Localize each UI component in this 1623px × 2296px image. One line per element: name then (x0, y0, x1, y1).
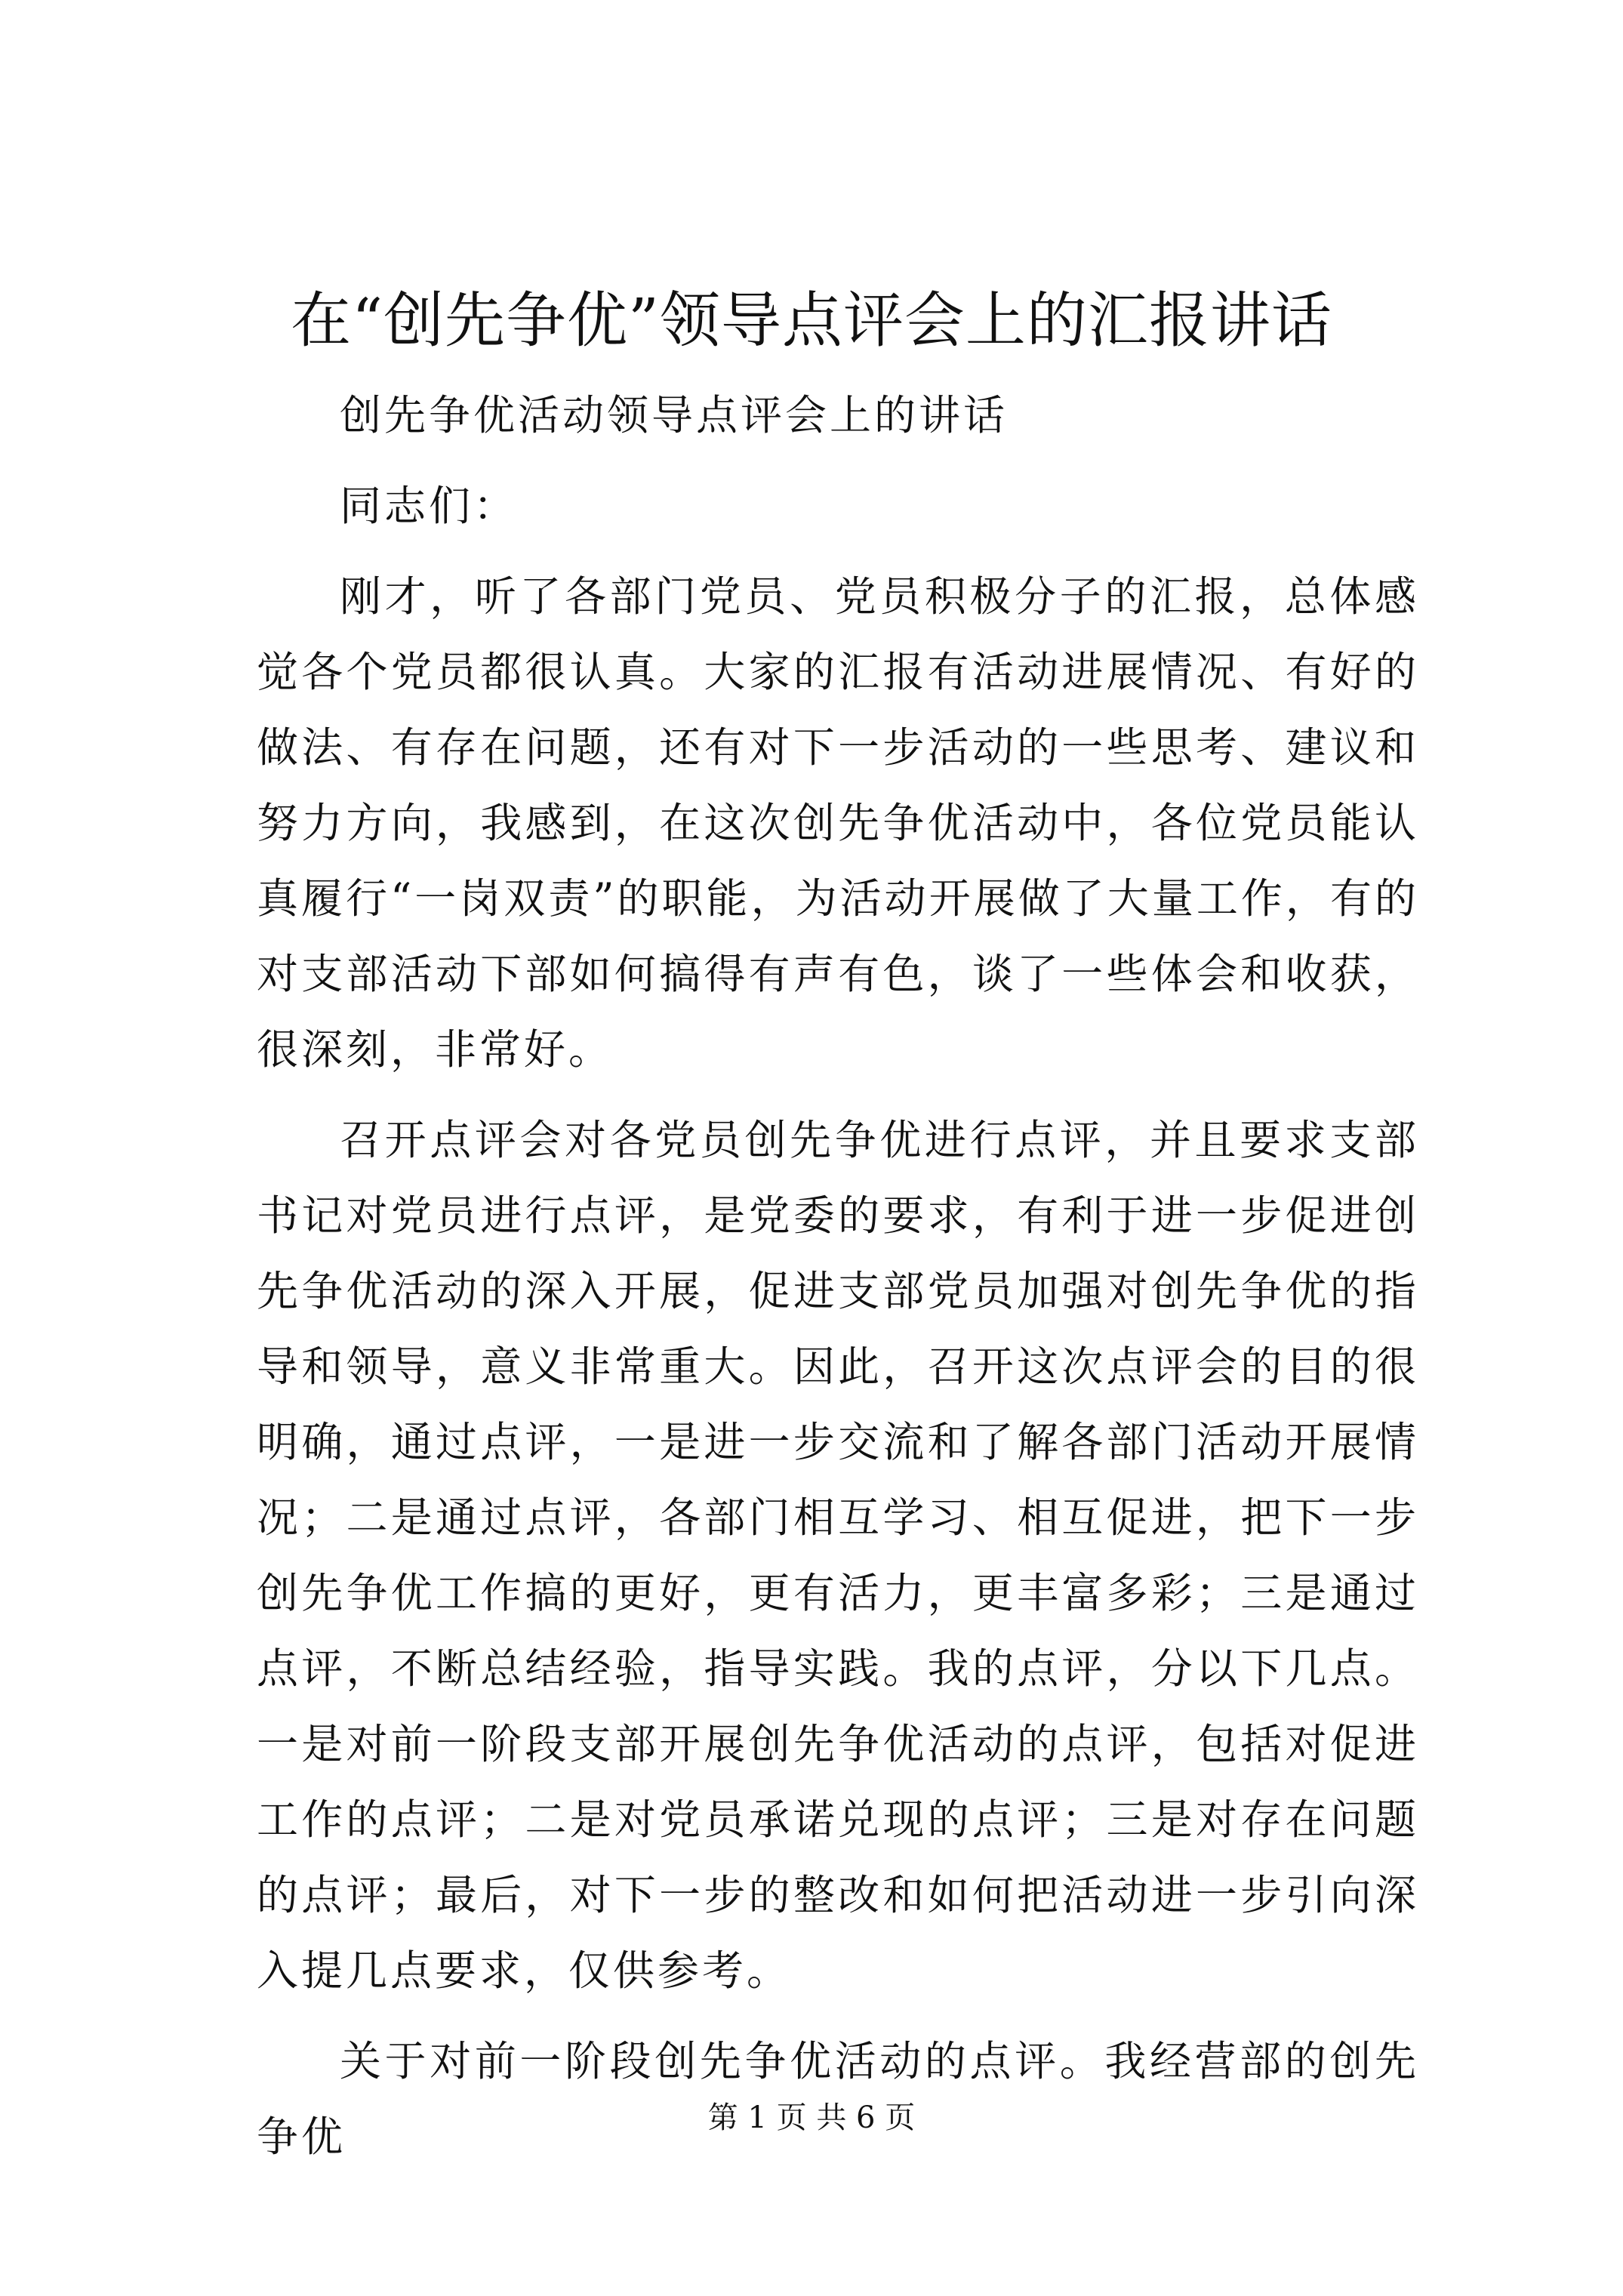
salutation-paragraph: 同志们： (340, 482, 519, 530)
page-number-footer: 第 1 页 共 6 页 (707, 2100, 916, 2135)
body-paragraph: 关于对前一阶段创先争优活动的点评。我经营部的创先争优 (257, 2037, 1419, 2161)
body-paragraph: 召开点评会对各党员创先争优进行点评，并且要求支部书记对党员进行点评，是党委的要求，有利于进一步促进创先争优活动的深入开展，促进支部党员加强对创先争优的指导和领导，意义非常重大。因此，召开这次点评会的目的很明确，通过点评，一是进一步交流和了解各部门活动开展情况；二是通过点评，各部门相互学习、相互促进，把下一步创先争优工作搞的更好，更有活力，更丰富多彩；三是通过点评，不断总结经验，指导实践。我的点评，分以下几点。一是对前一阶段支部开展创先争优活动的点评，包括对促进工作的点评；二是对党员承诺兑现的点评；三是对存在问题的点评；最后，对下一步的整改和如何把活动进一步引向深入提几点要求，仅供参考。 (257, 1116, 1419, 1995)
document-title: 在“创先争优”领导点评会上的汇报讲话 (291, 285, 1332, 356)
subtitle-paragraph: 创先争优活动领导点评会上的讲话 (340, 391, 1009, 439)
body-paragraph: 刚才，听了各部门党员、党员积极分子的汇报，总体感觉各个党员都很认真。大家的汇报有活动进展情况、有好的做法、有存在问题，还有对下一步活动的一些思考、建议和努力方向，我感到，在这次创先争优活动中，各位党员能认真履行“一岗双责”的职能，为活动开展做了大量工作，有的对支部活动下部如何搞得有声有色，谈了一些体会和收获，很深刻，非常好。 (257, 572, 1419, 1074)
document-body (257, 378, 1419, 2174)
